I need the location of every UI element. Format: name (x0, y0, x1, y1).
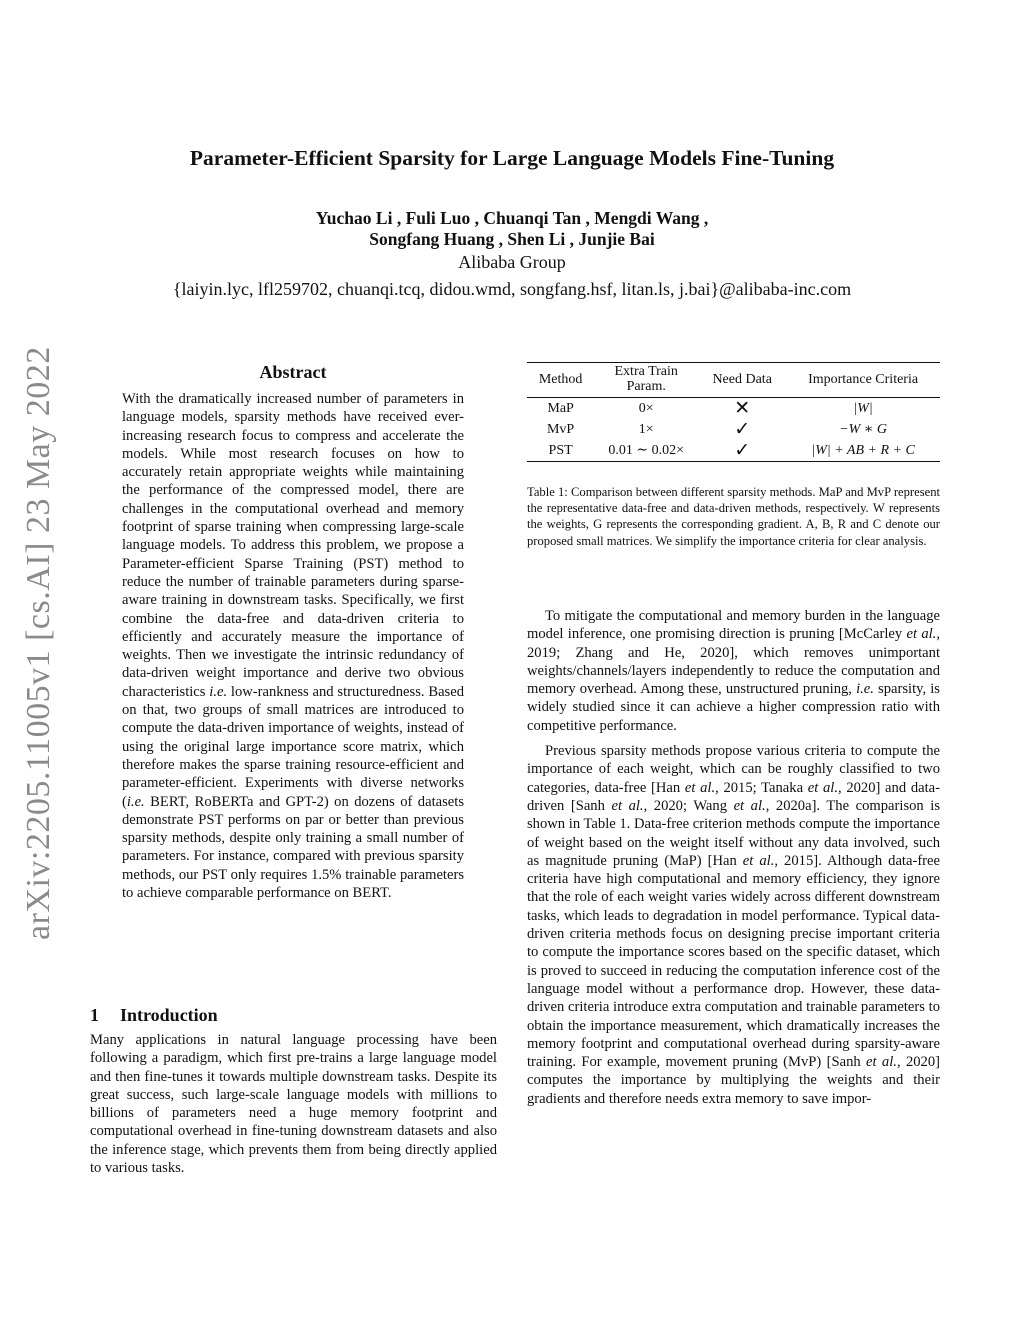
table-header-row (527, 363, 940, 398)
abstract-ie-1: i.e. (209, 683, 228, 700)
cell-method: MaP (547, 401, 574, 416)
abstract-body (122, 390, 464, 902)
check-icon: ✓ (734, 440, 751, 461)
cell-method: MvP (546, 422, 575, 437)
cell-criteria: −W ∗ G (839, 422, 887, 437)
section-number: 1 (90, 1005, 99, 1025)
cell-method: PST (548, 443, 573, 458)
table-row (527, 419, 940, 440)
table-row (527, 440, 940, 462)
abstract-text-3: BERT, RoBERTa and GPT-2) on dozens of datasets demonstrate PST performs on par or better than previous sparsity methods, despite only training a small number of parameters. For instance, compared with previous sparsity methods, our PST only requires 1.5% trainable parameters to achieve comparable performance on BERT. (122, 793, 464, 902)
header-importance-criteria: Importance Criteria (808, 371, 919, 387)
intro-paragraph: Many applications in natural language processing have been following a paradigm, which first pre-trains a large language model and then fine-tunes it towards multiple downstream tasks. Despite its great success, such large-scale language models with millions to billions of parameters need a huge memory footprint and computational overhead in fine-tuning downstream datasets and also the inference stage, which prevents them from being directly applied to various tasks. (90, 1032, 497, 1177)
header-extra-train-param: Extra Train Param. (614, 364, 678, 394)
right-column-body (527, 607, 940, 1108)
paper-title: Parameter-Efficient Sparsity for Large Language Models Fine-Tuning (189, 146, 835, 170)
cell-criteria: |W| + AB + R + C (811, 443, 915, 458)
cross-icon: ✕ (734, 398, 751, 419)
header-method: Method (538, 371, 583, 387)
comparison-table (527, 362, 940, 462)
arxiv-stamp: arXiv:2205.11005v1 [cs.AI] 23 May 2022 (20, 346, 57, 940)
cell-extra-param: 0× (638, 401, 654, 416)
cell-criteria: |W| (853, 401, 873, 416)
abstract-heading: Abstract (259, 362, 327, 382)
authors (0, 208, 1024, 250)
right-paragraph-2: Previous sparsity methods propose various criteria to compute the importance of each weight, which can be roughly classified to two categories, data-free [Han et al., 2015; Tanaka et al., 2020] and data-driven [Sanh et al., 2020; Wang et al., 2020a]. The comparison is shown in Table 1. Data-free criterion methods compute the importance of weight based on the weight itself without any data involved, such as magnitude pruning (MaP) [Han et al., 2015]. Although data-free criteria have high computational and memory efficiency, they ignore that the role of each weight varies widely across different downstream tasks, which leads to degradation in model performance. Typical data-driven criteria methods focus on designing precise important criteria to compute the importance scores based on the specific dataset, which is proved to succeed in reducing the computation inference cost of the language model without a performance drop. However, these data-driven criteria introduce extra computation and trainable parameters to obtain the importance measurement, which dramatically increases the memory footprint and computational overhead during sparsity-aware training. For example, movement pruning (MvP) [Sanh et al., 2020] computes the importance by multiplying the weights and their gradients and therefore needs extra memory to save impor- (527, 743, 941, 1107)
intro-body (90, 1031, 497, 1177)
authors-line-1: Yuchao Li , Fuli Luo , Chuanqi Tan , Mengdi Wang , (315, 208, 709, 228)
affiliation: Alibaba Group (458, 252, 566, 272)
cell-extra-param: 0.01 ∼ 0.02× (608, 443, 685, 458)
cell-extra-param: 1× (638, 422, 654, 437)
header-need-data: Need Data (712, 371, 772, 387)
author-emails: {laiyin.lyc, lfl259702, chuanqi.tcq, didou.wmd, songfang.hsf, litan.ls, j.bai}@alibaba-inc.com (172, 279, 852, 299)
right-paragraph-1: To mitigate the computational and memory burden in the language model inference, one promising direction is pruning [McCarley et al., 2019; Zhang and He, 2020], which removes unimportant weights/channels/layers independently to reduce the computation and memory overhead. Among these, unstructured pruning, i.e. sparsity, is widely studied since it can achieve a higher compression ratio with competitive performance. (527, 608, 940, 734)
authors-line-2: Songfang Huang , Shen Li , Junjie Bai (369, 229, 655, 249)
intro-heading (90, 1005, 218, 1026)
table-row (527, 398, 940, 420)
abstract-text-1: With the dramatically increased number of parameters in language models, sparsity methods have received ever-increasing research focus to compress and accelerate the models. While most research focuses on how to accurately retain appropriate weights while maintaining the performance of the compressed model, there are challenges in the computational overhead and memory footprint of sparse training when compressing large-scale language models. To address this problem, we propose a Parameter-efficient Sparse Training (PST) method to reduce the number of trainable parameters during sparse-aware training in downstream tasks. Specifically, we first combine the data-free and data-driven criteria to efficiently and accurately measure the importance of weights. Then we investigate the intrinsic redundancy of data-driven weight importance and derive two obvious characteristics (122, 391, 464, 700)
abstract-ie-2: i.e. (126, 793, 145, 810)
abstract-text-2: low-rankness and structuredness. Based on that, two groups of small matrices are introduced to compute the data-driven importance of weights, instead of using the original large importance score matrix, which therefore makes the sparse training resource-efficient and parameter-efficient. Experiments with diverse networks ( (122, 683, 465, 810)
section-title: Introduction (120, 1005, 218, 1025)
check-icon: ✓ (734, 419, 751, 440)
table-caption: Table 1: Comparison between different sparsity methods. MaP and MvP represent the representative data-free and data-driven methods, respectively. W represents the weights, G represents the corresponding gradient. A, B, R and C denote our proposed small matrices. We simplify the importance criteria for clear analysis. (527, 485, 940, 548)
